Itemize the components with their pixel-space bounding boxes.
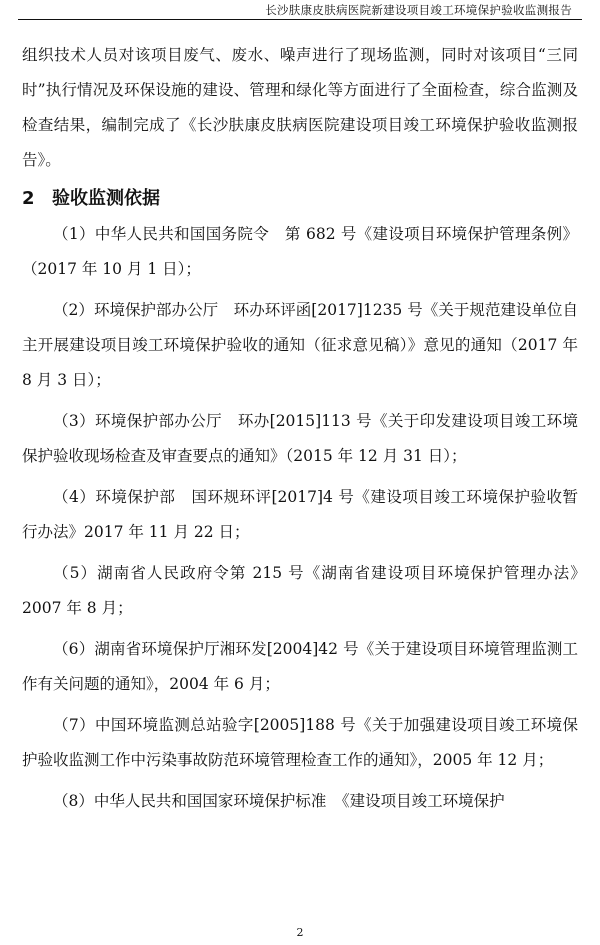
header-rule xyxy=(18,19,582,20)
section-heading xyxy=(22,182,578,216)
intro-paragraph: 组织技术人员对该项目废气、废水、噪声进行了现场监测，同时对该项目“三同时”执行情况及环保设施的建设、管理和绿化等方面进行了全面检查，综合监测及检查结果，编制完成了《长沙肤康皮肤病医院建设项目竣工环境保护验收监测报告》。 xyxy=(22,46,578,169)
list-item: （3）环境保护部办公厅 环办[2015]113 号《关于印发建设项目竣工环境保护验收现场检查及审查要点的通知》（2015 年 12 月 31 日）； xyxy=(22,412,578,465)
list-item: （1）中华人民共和国国务院令 第 682 号《建设项目环境保护管理条例》（2017 年 10 月 1 日）； xyxy=(22,225,578,278)
section-title: 验收监测依据 xyxy=(52,188,160,209)
running-header: 长沙肤康皮肤病医院新建设项目竣工环境保护验收监测报告 xyxy=(265,3,572,17)
list-item: （6）湖南省环境保护厅湘环发[2004]42 号《关于建设项目环境管理监测工作有关问题的通知》，2004 年 6 月； xyxy=(22,640,578,693)
list-item: （7）中国环境监测总站验字[2005]188 号《关于加强建设项目竣工环境保护验收监测工作中污染事故防范环境管理检查工作的通知》，2005 年 12 月； xyxy=(22,716,578,769)
list-item: （2）环境保护部办公厅 环办环评函[2017]1235 号《关于规范建设单位自主开展建设项目竣工环境保护验收的通知（征求意见稿）》意见的通知（2017 年 8 月 3 日）； xyxy=(22,301,578,389)
page-number: 2 xyxy=(296,926,304,939)
list-item: （8）中华人民共和国国家环境保护标准 《建设项目竣工环境保护 xyxy=(53,792,505,810)
list-item: （5）湖南省人民政府令第 215 号《湖南省建设项目环境保护管理办法》 2007 年 8 月； xyxy=(22,564,594,617)
page-body xyxy=(22,38,594,819)
section-number: 2 xyxy=(22,188,35,209)
list-item: （4）环境保护部 国环规环评[2017]4 号《建设项目竣工环境保护验收暂行办法》2017 年 11 月 22 日； xyxy=(22,488,578,541)
